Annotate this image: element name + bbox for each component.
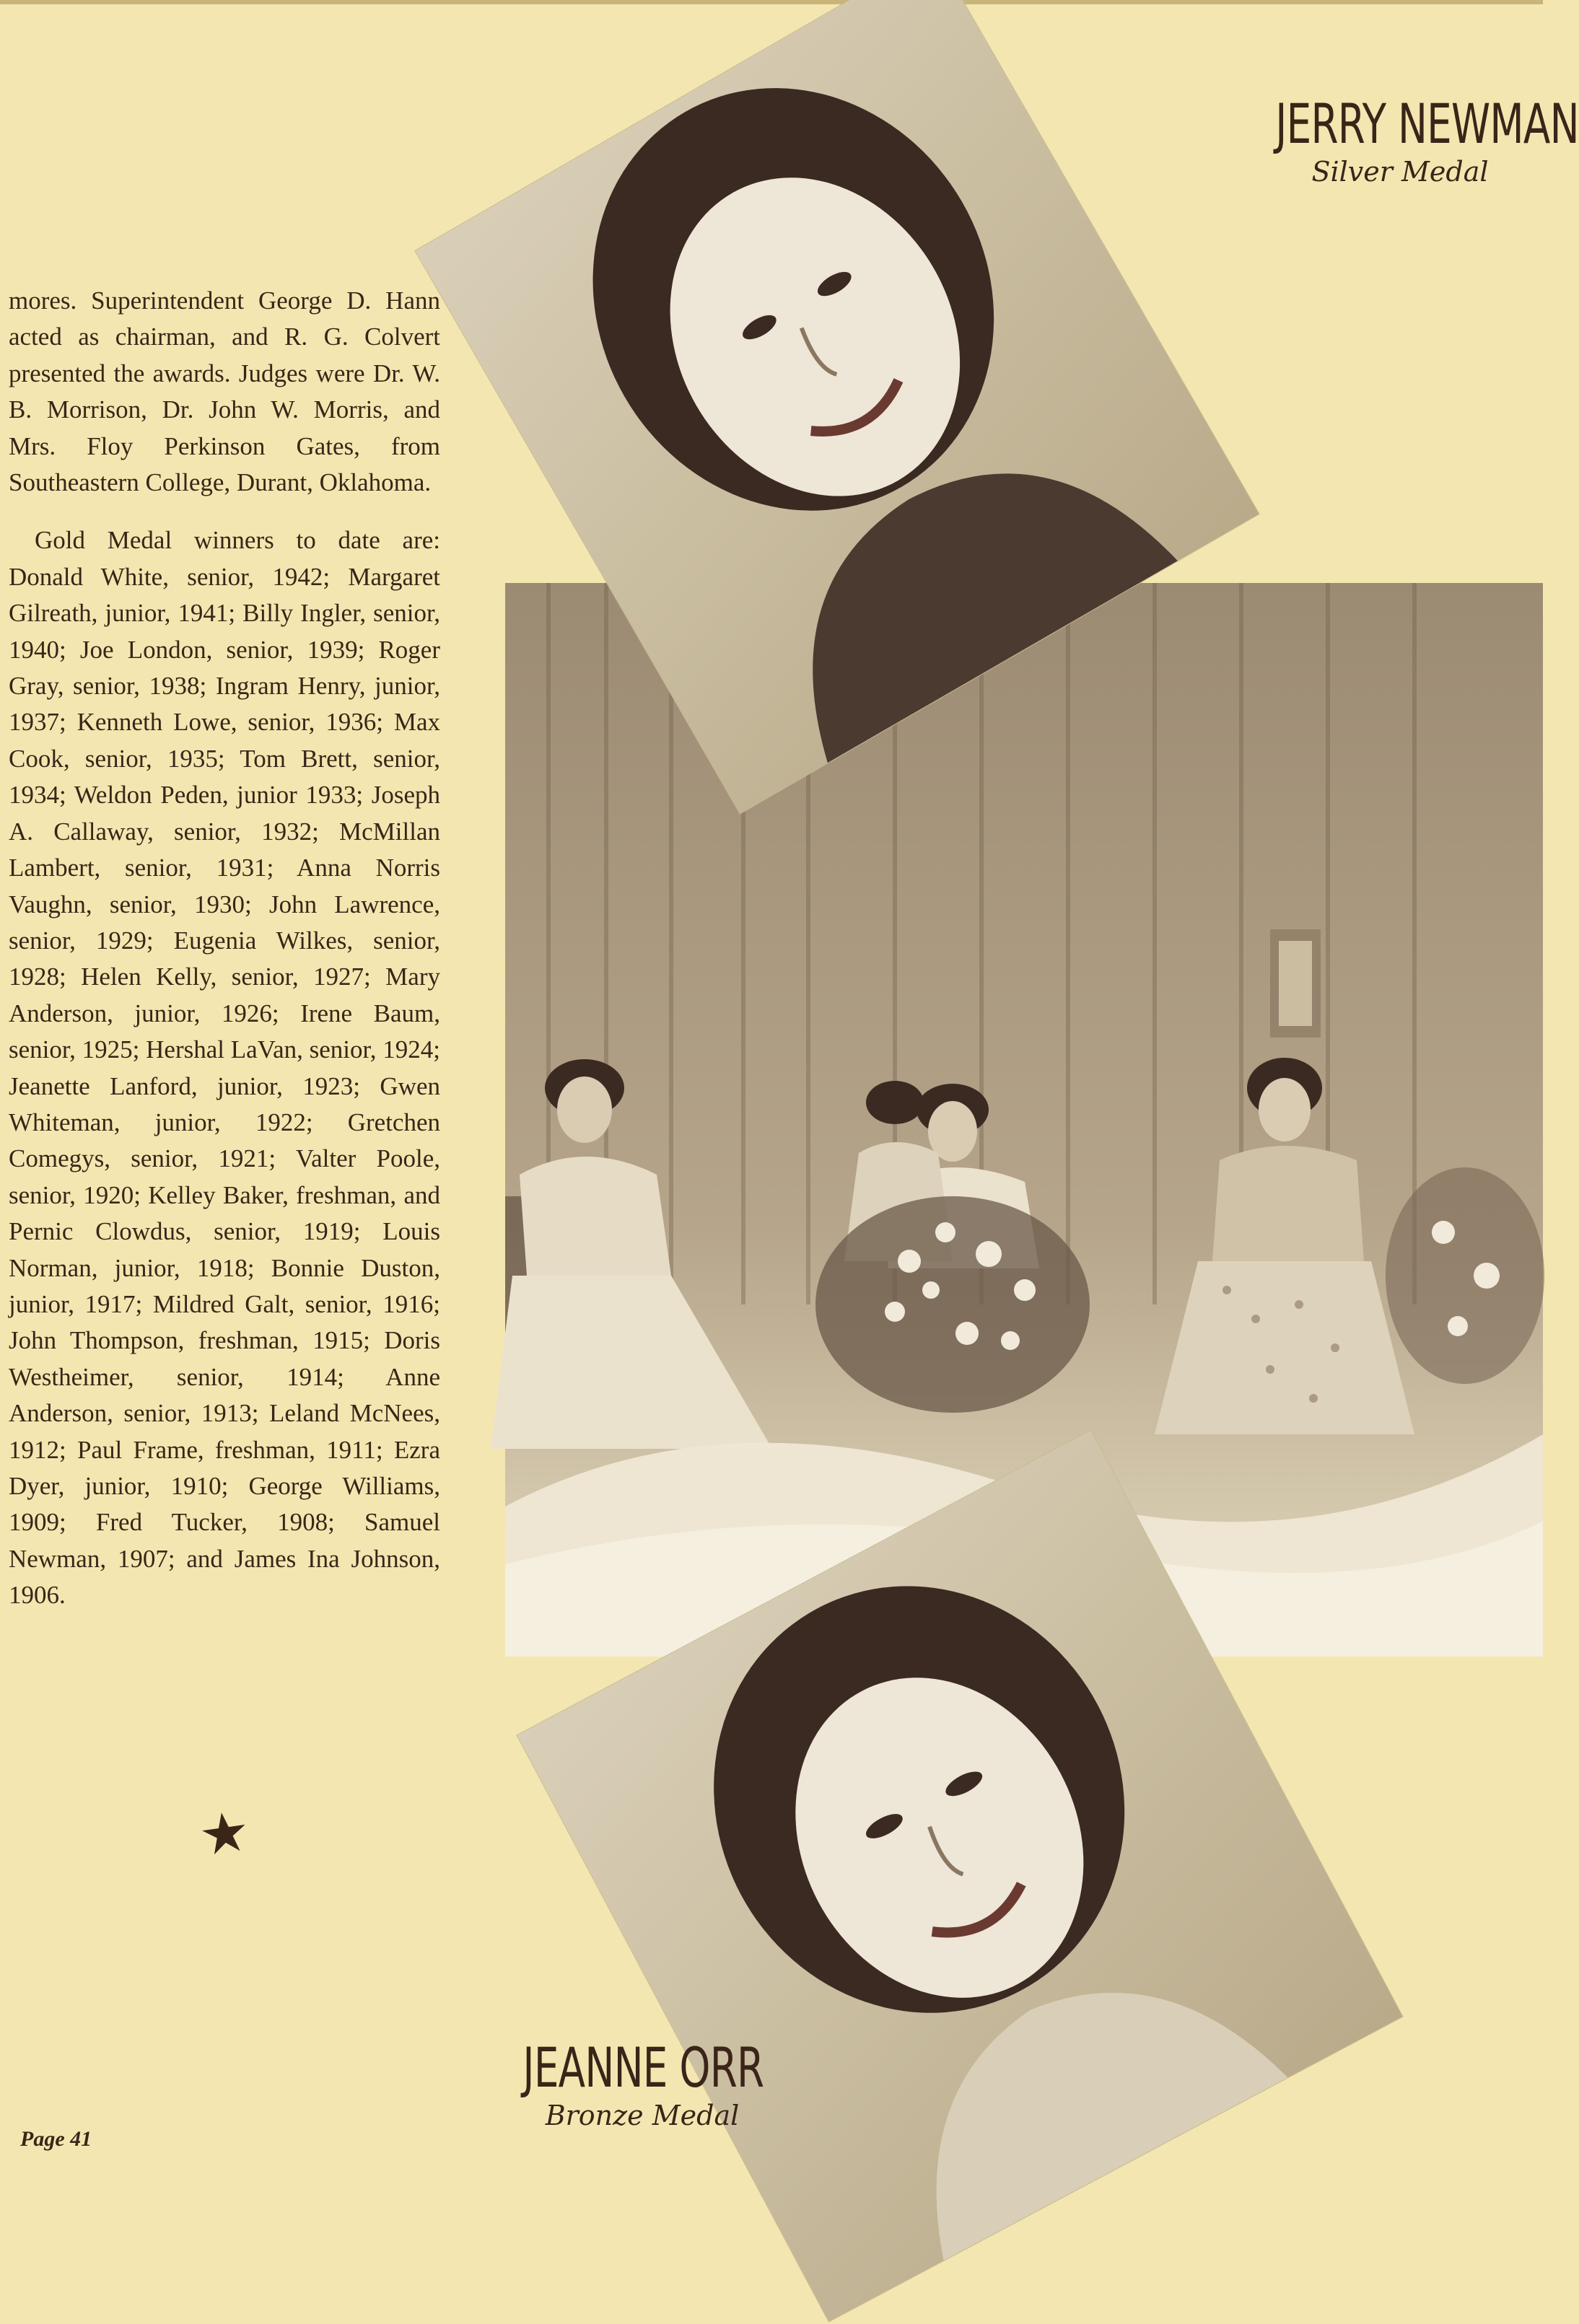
silver-medalist-name: JERRY NEWMAN	[1275, 92, 1579, 156]
article-paragraph-2: Gold Medal winners to date are: Donald White, senior, 1942; Margaret Gilreath, junior, 1941; Billy Ingler, senior, 1940; Joe London, senior, 1939; Roger Gray, senior, 1938; Ingram Henry, junior, 1937; Kenneth Lowe, senior, 1936; Max Cook, senior, 1935; Tom Brett, senior, 1934; Weldon Peden, junior 1933; Joseph A. Callaway, senior, 1932; McMillan Lambert, senior, 1931; Anna Norris Vaughn, senior, 1930; John Lawrence, senior, 1929; Eugenia Wilkes, senior, 1928; Helen Kelly, senior, 1927; Mary Anderson, junior, 1926; Irene Baum, senior, 1925; Hershal LaVan, senior, 1924; Jeanette Lanford, junior, 1923; Gwen Whiteman, junior, 1922; Gretchen Comegys, senior, 1921; Valter Poole, senior, 1920; Kelley Baker, freshman, and Pernic Clowdus, senior, 1919; Louis Norman, junior, 1918; Bonnie Duston, junior, 1917; Mildred Galt, senior, 1916; John Thompson, freshman, 1915; Doris Westheimer, senior, 1914; Anne Anderson, senior, 1913; Leland McNees, 1912; Paul Frame, freshman, 1911; Ezra Dyer, junior, 1910; George Williams, 1909; Fred Tucker, 1908; Samuel Newman, 1907; and James Ina Johnson, 1906.	[9, 526, 440, 1610]
page-top-edge	[0, 0, 1543, 4]
bronze-medalist-name: JEANNE ORR	[522, 2035, 764, 2100]
star-ornament-icon	[201, 1810, 248, 1857]
bronze-medal-label: Bronze Medal	[545, 2100, 740, 2131]
article-text-column	[9, 283, 440, 1636]
page-number: Page 41	[20, 2127, 92, 2151]
article-paragraph-1: mores. Superintendent George D. Hann acted as chairman, and R. G. Colvert presented the awards. Judges were Dr. W. B. Morrison, Dr. John W. Morris, and Mrs. Floy Perkinson Gates, from Southeastern College, Durant, Oklahoma.	[9, 286, 440, 497]
caption-silver-medalist	[1227, 92, 1579, 188]
silver-medal-label: Silver Medal	[1311, 156, 1489, 188]
caption-bronze-medalist	[476, 2036, 808, 2131]
